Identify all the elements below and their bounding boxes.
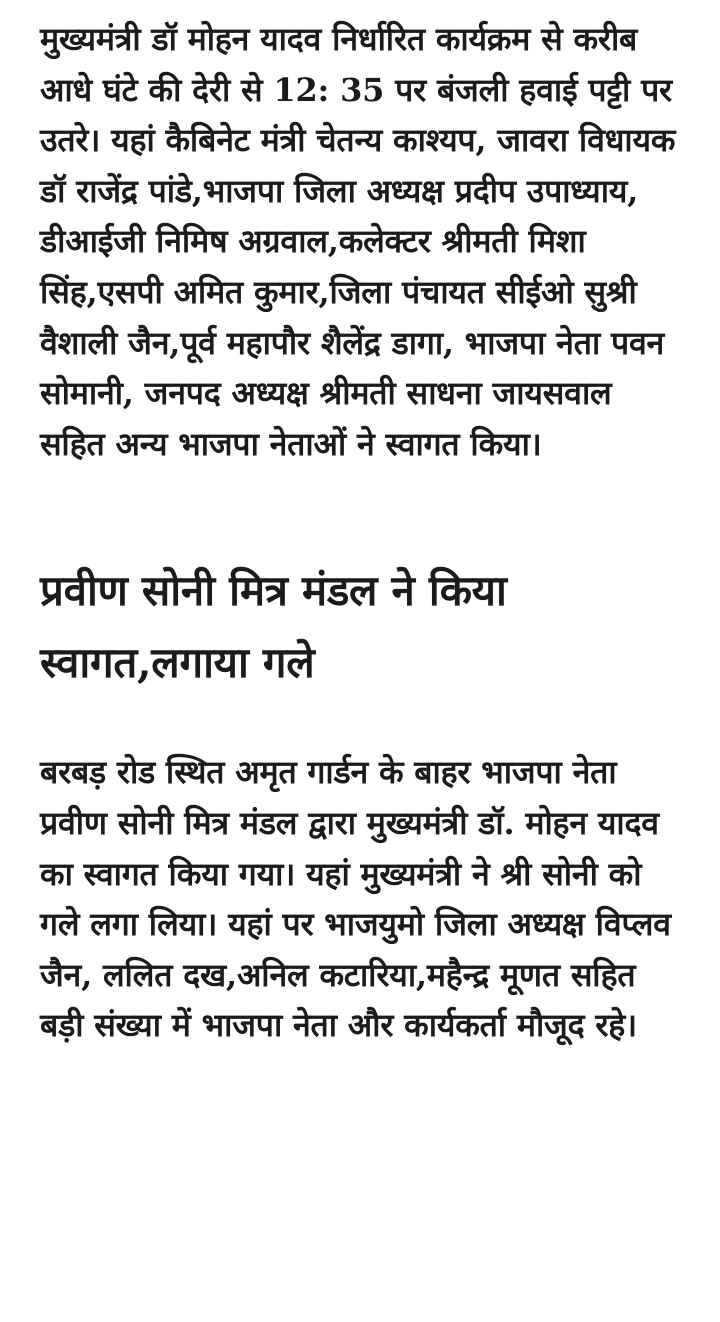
section-heading: प्रवीण सोनी मित्र मंडल ने किया स्वागत,लगाया गले: [40, 566, 507, 688]
paragraph-welcome-at-airstrip: मुख्यमंत्री डॉ मोहन यादव निर्धारित कार्यक्रम से करीब आधे घंटे की देरी से 12: 35 पर बंजली हवाई पट्टी पर उतरे। यहां कैबिनेट मंत्री चेतन्य काश्यप, जावरा विधायक डॉ राजेंद्र पांडे,भाजपा जिला अध्यक्ष प्रदीप उपाध्याय, डीआईजी निमिष अग्रवाल,कलेक्टर श्रीमती मिशा सिंह,एसपी अमित कुमार,जिला पंचायत सीईओ सुश्री वैशाली जैन,पूर्व महापौर शैलेंद्र डागा, भाजपा नेता पवन सोमानी, जनपद अध्यक्ष श्रीमती साधना जायसवाल सहित अन्य भाजपा नेताओं ने स्वागत किया।: [40, 20, 676, 463]
article-body: [40, 0, 680, 1051]
paragraph-welcome-at-garden: बरबड़ रोड स्थित अमृत गार्डन के बाहर भाजपा नेता प्रवीण सोनी मित्र मंडल द्वारा मुख्यमंत्री डॉ. मोहन यादव का स्वागत किया गया। यहां मुख्यमंत्री ने श्री सोनी को गले लगा लिया। यहां पर भाजयुमो जिला अध्यक्ष विप्लव जैन, ललित दख,अनिल कटारिया,महैन्द्र मूणत सहित बड़ी संख्या में भाजपा नेता और कार्यकर्ता मौजूद रहे।: [40, 753, 671, 1045]
